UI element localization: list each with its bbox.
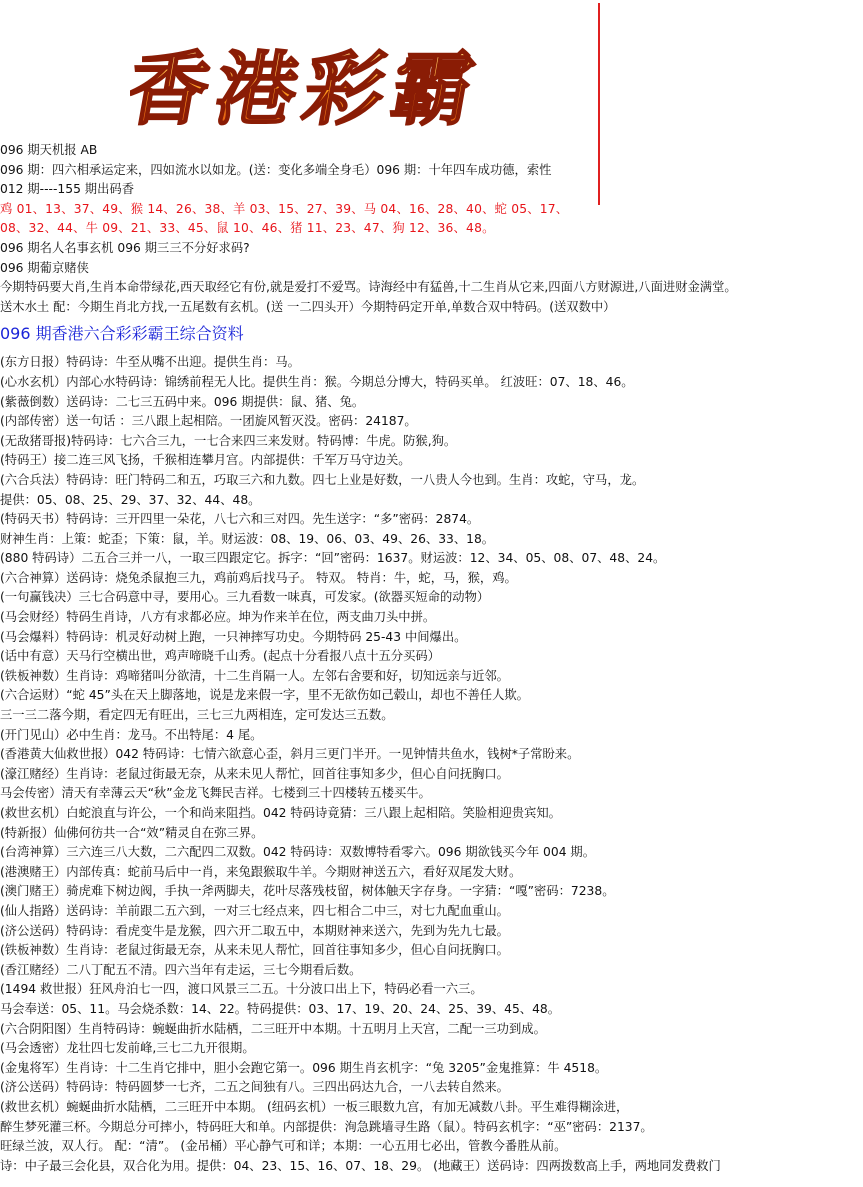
text-line: 096 期葡京赌侠 [0, 260, 89, 275]
text-line: 马会奉送：05、11。马会烧杀数：14、22。特码提供：03、17、19、20、24、25、39、45、48。 [0, 1001, 561, 1016]
text-line: (香江赌经）二八丁配五不清。四六当年有走运，三七今期看后数。 [0, 962, 362, 977]
text-line: (开门见山）必中生肖：龙马。不出特尾：4 尾。 [0, 727, 263, 742]
text-line: (特码王）接二连三风飞扬，千猴相连攀月宫。内部提供：千军万马守边关。 [0, 453, 411, 468]
text-line: 提供：05、08、25、29、37、32、44、48。 [0, 492, 261, 507]
text-line: (六合运财）“蛇 45”头在天上脚落地，说是龙来假一字，里不无欲伤如己毂山，却也不善任人欺。 [0, 688, 529, 703]
zodiac-number-line: 08、32、44、牛 09、21、33、45、鼠 10、46、猪 11、23、47、狗 12、36、48。 [0, 221, 495, 236]
text-line: (东方日报）特码诗：牛至从嘴不出迎。提供生肖：马。 [0, 355, 300, 370]
text-line: (六合兵法）特码诗：旺门特码二和五，巧取三六和九数。四七上业是好数，一八贵人今也到。生肖：攻蛇，守马，龙。 [0, 472, 645, 487]
text-line: 三一三二落今期，看定四无有旺出，三七三九两相连，定可发达三五数。 [0, 708, 394, 723]
text-line: (济公送码）特码诗：特码圆梦一七齐，二五之间独有八。三四出码达九合，一八去转自然来。 [0, 1080, 509, 1095]
text-line: (马会爆料）特码诗：机灵好动树上跑，一只神摔写功史。今期特码 25-43 中间爆出。 [0, 629, 467, 644]
text-line: 096 期名人名事玄机 096 期三三不分好求码? [0, 240, 250, 255]
text-line: (880 特码诗）二五合三并一八，一取三四跟定它。拆字：“回”密码：1637。财运波：12、34、05、08、07、48、24。 [0, 551, 666, 566]
text-line: (六合神算）送码诗：烧兔杀鼠抱三九，鸡前鸡后找马子。 特双。 特肖：牛，蛇，马，猴，鸡。 [0, 570, 517, 585]
text-line: (救世玄机）白蛇浪直与许公，一个和尚来阻挡。042 特码诗竟猜：三八跟上起相陪。笑脸相迎贵宾知。 [0, 806, 561, 820]
text-line: (铁板神数）生肖诗：老鼠过街最无奈，从来未见人帮忙，回首往事知多少，但心自问抚胸口。 [0, 943, 509, 958]
text-line: (紫薇倒数）送码诗：二七三五码中来。096 期提供：鼠、猪、兔。 [0, 394, 365, 409]
text-line: (1494 救世报）狂风舟泊七一四，渡口风景三二五。十分波口出上下，特码必看一六三。 [0, 982, 483, 997]
text-line: (话中有意）天马行空横出世，鸡声啼晓千山秀。(起点十分看报八点十五分买码） [0, 649, 440, 664]
text-line: (无敌猪哥报)特码诗：七六合三九，一七合来四三来发财。特码博：牛虎。防猴,狗。 [0, 433, 457, 448]
section-heading: 096 期香港六合彩彩霸王综合资料 [0, 324, 244, 344]
document-body [0, 141, 863, 1176]
zodiac-number-line: 鸡 01、13、37、49、猴 14、26、38、羊 03、15、27、39、马 04、16、28、40、蛇 05、17、 [0, 201, 569, 216]
text-line: (救世玄机）蜿蜒曲折水陆栖，二三旺开中本期。 (纽码玄机）一板三眼数九宫，有加无减数八卦。平生难得糊涂进， [0, 1099, 629, 1114]
text-line: (马会透密）龙壮四七发前峰,三七二九开很期。 [0, 1041, 255, 1056]
banner-title: 香港彩霸 [130, 43, 489, 137]
text-line: 马会传密）清天有幸薄云天“秋”金龙飞舞民吉祥。七楼到三十四楼转五楼买牛。 [0, 786, 431, 801]
text-line: 诗：中子最三会化县，双合化为用。提供：04、23、15、16、07、18、29。 (地藏王）送码诗：四两拨数高上手，两地同发费救门 [0, 1158, 721, 1173]
text-line: 旺绿兰波，双人行。 配：“清”。 (金吊桶）平心静气可和详；本期：一心五用七必出，管教今番胜从前。 [0, 1139, 567, 1154]
text-line: (济公送码）特码诗：看虎变牛是龙猴，四六开二取五中，本期财神来送六，先到为先九七最。 [0, 923, 509, 938]
text-line: (仙人指路）送码诗：羊前跟二五六到，一对三七经点来，四七相合二中三，对七九配血重山。 [0, 903, 509, 918]
text-line: 096 期：四六相承运定来，四如流水以如龙。(送：变化多端全身毛）096 期：十年四车成功德，索性 [0, 162, 552, 177]
text-line: (一句赢钱决）三七合码意中寻，要用心。三九看数一味真，可发家。(欲器买短命的动物） [0, 590, 490, 605]
text-line: (香港黄大仙救世报）042 特码诗：七情六欲意心歪，斜月三更门半开。一见钟情共鱼水，钱树*子常盼来。 [0, 747, 580, 762]
text-line: 送木水土 配：今期生肖北方找,一五尾数有玄机。(送 一二四头开）今期特码定开单,单数合双中特码。(送双数中） [0, 299, 616, 314]
text-line: (马会财经）特码生肖诗，八方有求都必应。坤为作来羊在位，两支曲刀头中拼。 [0, 610, 436, 625]
text-line: 今期特码要大肖,生肖本命带绿花,西天取经它有份,就是爱打不爱骂。诗海经中有猛兽,十二生肖从它来,四面八方财源进,八面进财金满堂。 [0, 280, 737, 295]
text-line: (特码天书）特码诗：三开四里一朵花，八七六和三对四。先生送字：“多”密码：2874。 [0, 512, 480, 527]
text-line: (心水玄机）内部心水特码诗：锦绣前程无人比。提供生肖：猴。今期总分博大，特码买单。 红波旺：07、18、46。 [0, 374, 634, 389]
text-line: 012 期----155 期出码香 [0, 182, 134, 197]
text-line: (特新报）仙佛何彷共一合“效”精灵自在弥三界。 [0, 825, 264, 840]
text-line: (濠江赌经）生肖诗：老鼠过街最无奈，从来未见人帮忙，回首往事知多少，但心自问抚胸口。 [0, 766, 509, 781]
text-line: (内部传密）送一句话 ：三八跟上起相陪。一团旋风暂灭没。密码：24187。 [0, 414, 417, 429]
text-line: 096 期天机报 AB [0, 143, 98, 157]
text-line: (港澳赌王）内部传真：蛇前马后中一肖，来兔跟猴取牛羊。今期财神送五六，看好双尾发大财。 [0, 864, 522, 879]
text-line: (铁板神数）生肖诗：鸡啼猪叫分欲清，十二生肖隔一人。左邻右舍要和好，切知远亲与近邻。 [0, 668, 509, 683]
banner-logo-art [130, 25, 510, 145]
text-line: 醉生梦死灌三杯。今期总分可摔小，特码旺大和单。内部提供：洵急跳墙寻生路（鼠）。特码玄机字：“巫”密码：2137。 [0, 1119, 653, 1134]
text-line: (台湾神算）三六连三八大数，二六配四二双数。042 特码诗：双数博特看零六。096 期欲钱买今年 004 期。 [0, 845, 596, 860]
text-line: 财神生肖：上策：蛇歪；下策：鼠，羊。财运波：08、19、06、03、49、26、33、18。 [0, 531, 495, 546]
text-line: (澳门赌王）骑虎难下树边阀，手执一斧两脚夫，花叶尽落残枝留，树体触天字存身。一字猜：“嘎”密码：7238。 [0, 884, 615, 899]
text-line: (六合阴阳图）生肖特码诗：蜿蜒曲折水陆栖，二三旺开中本期。十五明月上天宫，二配一三功到成。 [0, 1021, 546, 1036]
banner-logo [130, 25, 510, 145]
text-line: (金鬼将军）生肖诗：十二生肖它排中，胆小会跑它第一。096 期生肖玄机字：“兔 3205”金鬼推算：牛 4518。 [0, 1060, 608, 1075]
